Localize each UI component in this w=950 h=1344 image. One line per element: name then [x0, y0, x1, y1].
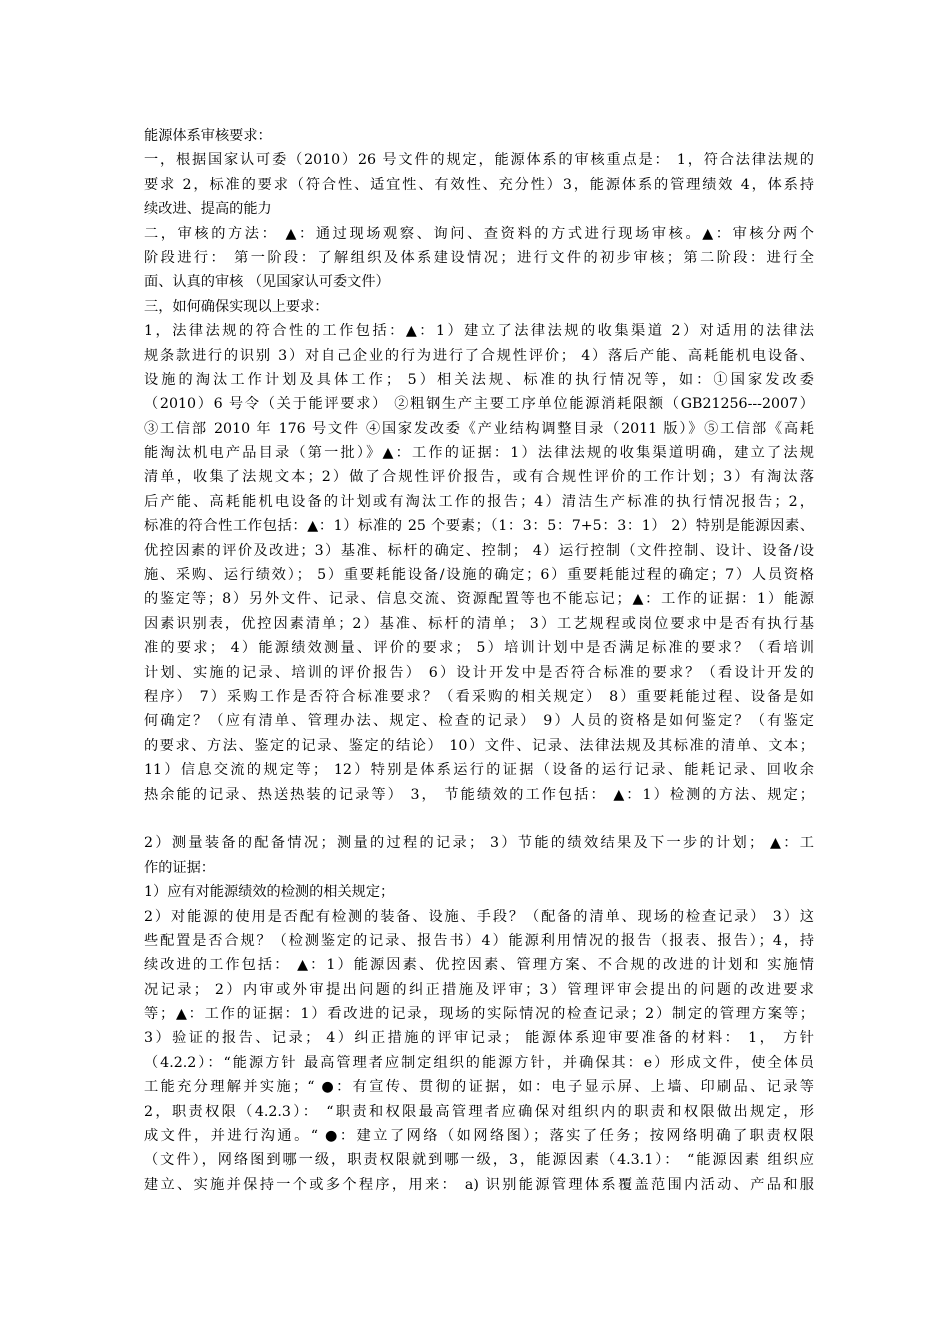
text-line: 1）应有对能源绩效的检测的相关规定； — [144, 884, 395, 901]
text-line: （文件），网络图到哪一级，职责权限就到哪一级，3，能源因素（4.3.1）： “能源因素 组织应 — [144, 1152, 814, 1169]
text-line: 等；▲：工作的证据：1）看改进的记录，现场的实际情况的检查记录；2）制定的管理方案等； — [144, 1006, 814, 1023]
text-line: 况记录； 2）内审或外审提出问题的纠正措施及评审；3）管理评审会提出的问题的改进要求 — [144, 981, 814, 998]
text-line: 规条款进行的识别 3）对自己企业的行为进行了合规性评价； 4）落后产能、高耗能机电设备、 — [144, 347, 814, 364]
text-line: 一，根据国家认可委（2010）26 号文件的规定，能源体系的审核重点是： 1，符合法律法规的 — [144, 152, 814, 169]
document-body — [144, 124, 814, 1197]
text-line: 后产能、高耗能机电设备的计划或有淘汰工作的报告；4）清洁生产标准的执行情况报告；2， — [144, 493, 814, 510]
text-line: 程序） 7）采购工作是否符合标准要求？（看采购的相关规定） 8）重要耗能过程、设备是如 — [144, 688, 814, 705]
text-line: 能淘汰机电产品目录（第一批）》▲：工作的证据：1）法律法规的收集渠道明确，建立了法规 — [144, 445, 814, 462]
text-line: 何确定？（应有清单、管理办法、规定、检查的记录） 9）人员的资格是如何鉴定？（有鉴定 — [144, 713, 814, 730]
text-line: 些配置是否合规？（检测鉴定的记录、报告书）4）能源利用情况的报告（报表、报告）；4，持 — [144, 932, 814, 949]
text-line: 2）对能源的使用是否配有检测的装备、设施、手段？（配备的清单、现场的检查记录） 3）这 — [144, 908, 814, 925]
text-line: 工能充分理解并实施；“ ●：有宣传、贯彻的证据，如：电子显示屏、上墙、印刷品、记录等 — [144, 1079, 814, 1096]
text-line: 建立、实施并保持一个或多个程序，用来： a) 识别能源管理体系覆盖范围内活动、产品和服 — [144, 1176, 814, 1193]
text-line: 续改进的工作包括： ▲：1）能源因素、优控因素、管理方案、不合规的改进的计划和 实施情 — [144, 957, 814, 974]
text-line: （4.2.2）：“能源方针 最高管理者应制定组织的能源方针，并确保其：e）形成文件，使全体员 — [144, 1054, 814, 1071]
text-line: 3）验证的报告、记录； 4）纠正措施的评审记录； 能源体系迎审要准备的材料： 1， 方针 — [144, 1030, 814, 1047]
text-line: 2）测量装备的配备情况；测量的过程的记录； 3）节能的绩效结果及下一步的计划； ▲：工 — [144, 835, 814, 852]
text-line: 标准的符合性工作包括：▲：1）标准的 25 个要素；（1：3：5：7+5：3：1） 2）特别是能源因素、 — [144, 518, 814, 535]
text-line: 11）信息交流的规定等； 12）特别是体系运行的证据（设备的运行记录、能耗记录、回收余 — [144, 762, 814, 779]
text-line: ③工信部 2010 年 176 号文件 ④国家发改委《产业结构调整目录（2011 版）》⑤工信部《高耗 — [144, 420, 814, 437]
text-line: 续改进、提高的能力 — [144, 201, 272, 218]
text-line: 2，职责权限（4.2.3）： “职责和权限最高管理者应确保对组织内的职责和权限做出规定，形 — [144, 1103, 814, 1120]
text-line: 面、认真的审核 （见国家认可委文件） — [144, 274, 390, 291]
text-line: 清单，收集了法规文本；2）做了合规性评价报告，或有合规性评价的工作计划；3）有淘汰落 — [144, 469, 814, 486]
text-line: 设施的淘汰工作计划及具体工作； 5）相关法规、标准的执行情况等，如：①国家发改委 — [144, 371, 814, 388]
text-line: 准的要求； 4）能源绩效测量、评价的要求； 5）培训计划中是否满足标准的要求？（看培训 — [144, 640, 814, 657]
text-line: 优控因素的评价及改进；3）基准、标杆的确定、控制； 4）运行控制（文件控制、设计、设备/设 — [144, 542, 814, 559]
text-line: 施、采购、运行绩效）； 5）重要耗能设备/设施的确定；6）重要耗能过程的确定；7）人员资格 — [144, 567, 814, 584]
text-line: 阶段进行： 第一阶段：了解组织及体系建设情况；进行文件的初步审核；第二阶段：进行全 — [144, 249, 814, 266]
text-line: 要求 2，标准的要求（符合性、适宜性、有效性、充分性）3，能源体系的管理绩效 4，体系持 — [144, 176, 814, 193]
blank-line — [144, 807, 814, 831]
text-line: 的鉴定等；8）另外文件、记录、信息交流、资源配置等也不能忘记；▲：工作的证据：1）能源 — [144, 591, 814, 608]
text-line: 三，如何确保实现以上要求： — [144, 298, 329, 315]
text-line: （2010）6 号令（关于能评要求） ②粗钢生产主要工序单位能源消耗限额（GB21256---2007） — [144, 396, 814, 413]
text-line: 因素识别表，优控因素清单；2）基准、标杆的清单； 3）工艺规程或岗位要求中是否有执行基 — [144, 615, 814, 632]
text-line: 成文件，并进行沟通。“ ●：建立了网络（如网络图）；落实了任务；按网络明确了职责权限 — [144, 1128, 814, 1145]
text-line: 的要求、方法、鉴定的记录、鉴定的结论） 10）文件、记录、法律法规及其标准的清单、文本； — [144, 737, 814, 754]
text-line: 作的证据： — [144, 859, 215, 876]
text-line: 二，审核的方法： ▲：通过现场观察、询问、查资料的方式进行现场审核。▲：审核分两个 — [144, 225, 814, 242]
text-line: 计划、实施的记录、培训的评价报告） 6）设计开发中是否符合标准的要求？（看设计开发的 — [144, 664, 814, 681]
doc-title: 能源体系审核要求： — [144, 128, 272, 144]
text-line: 1，法律法规的符合性的工作包括：▲：1）建立了法律法规的收集渠道 2）对适用的法律法 — [144, 323, 814, 340]
text-line: 热余能的记录、热送热装的记录等） 3， 节能绩效的工作包括： ▲：1）检测的方法、规定； — [144, 786, 814, 803]
